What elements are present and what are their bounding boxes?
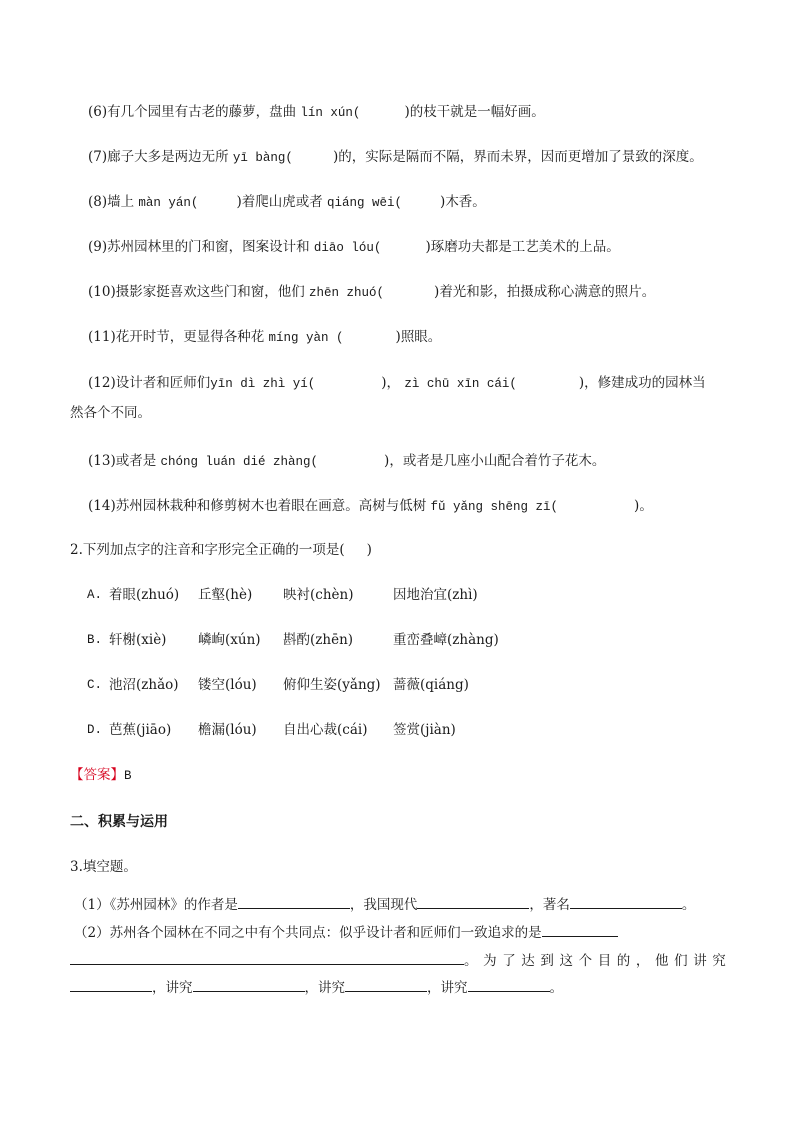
question-11 xyxy=(88,327,441,348)
item-number: (13) xyxy=(88,453,116,469)
question-text: 。为了达到这个目的，他们讲究 xyxy=(464,953,732,969)
question-3-stem: 3.填空题。 xyxy=(70,859,137,875)
option-word: 映衬(chèn) xyxy=(283,587,354,603)
answer-value: B xyxy=(124,769,132,783)
question-9 xyxy=(88,237,620,258)
question-text: ，我国现代 xyxy=(349,897,418,913)
question-text: ， xyxy=(386,375,401,391)
question-text: 琢磨功夫都是工艺美术的上品。 xyxy=(430,239,620,255)
question-text: 。 xyxy=(681,897,696,913)
question-text: ，或者是几座小山配合着竹子花木。 xyxy=(389,453,606,469)
close-paren: ) xyxy=(395,329,401,345)
question-text: 然各个不同。 xyxy=(70,405,151,421)
question-text: 花开时节，更显得各种花 xyxy=(115,329,265,345)
close-paren: ) xyxy=(381,375,387,391)
pinyin-prompt: yīn dì zhì yí( xyxy=(210,377,316,391)
close-paren: ) xyxy=(332,149,339,165)
option-word: 自出心裁(cái) xyxy=(283,722,368,738)
option-word: 池沼(zhǎo) xyxy=(109,677,179,693)
question-text: 木香。 xyxy=(445,194,486,210)
option-word: 丘壑(hè) xyxy=(198,587,253,603)
question-8 xyxy=(88,192,486,213)
item-number: (7) xyxy=(88,149,108,165)
question-text: 照眼。 xyxy=(400,329,442,345)
item-number: (6) xyxy=(88,104,108,120)
question-text: 。 xyxy=(639,498,653,514)
pinyin-prompt: diāo lóu( xyxy=(313,241,382,255)
question-3-item-2 xyxy=(74,922,618,943)
pinyin-prompt: zhēn zhuó( xyxy=(309,286,385,300)
option-word: 轩榭(xiè) xyxy=(109,632,167,648)
pinyin-prompt: yī bàng( xyxy=(232,151,293,165)
question-3-item-2-line-3 xyxy=(70,977,563,998)
question-13 xyxy=(88,451,605,472)
option-word: 签赏(jiàn) xyxy=(393,722,456,738)
question-text: 设计者和匠师们 xyxy=(115,375,211,391)
answer-line xyxy=(70,765,132,786)
option-word: 斟酌(zhēn) xyxy=(283,632,354,648)
option-word: 蔷薇(qiáng) xyxy=(393,677,469,693)
option-word: 因地治宜(zhì) xyxy=(393,587,478,603)
question-14 xyxy=(88,496,653,517)
question-text: 摄影家挺喜欢这些门和窗，他们 xyxy=(115,284,305,300)
fill-blank[interactable] xyxy=(542,922,618,937)
close-paren: ) xyxy=(425,239,431,255)
question-text: ，讲究 xyxy=(304,980,345,996)
option-word: 着眼(zhuó) xyxy=(109,587,180,603)
fill-blank[interactable] xyxy=(70,977,152,992)
fill-blank[interactable] xyxy=(570,894,682,909)
question-7 xyxy=(88,147,703,168)
question-text: 着光和影，拍摄成称心满意的照片。 xyxy=(439,284,656,300)
question-text: ，修建成功的园林当 xyxy=(584,375,706,391)
question-2-stem xyxy=(70,540,372,560)
close-paren: ) xyxy=(440,194,446,210)
fill-blank[interactable] xyxy=(238,894,350,909)
item-number: (9) xyxy=(88,239,108,255)
question-text: ，著名 xyxy=(529,897,570,913)
question-text: （1）《苏州园林》的作者是 xyxy=(74,897,238,913)
option-word: 芭蕉(jiāo) xyxy=(109,722,172,738)
pinyin-prompt: màn yán( xyxy=(138,196,199,210)
question-text: 有几个园里有古老的藤萝，盘曲 xyxy=(107,104,297,120)
pinyin-prompt: lín xún( xyxy=(300,106,361,120)
question-3-item-1 xyxy=(74,894,695,915)
item-number: (11) xyxy=(88,329,116,345)
option-letter[interactable]: A. xyxy=(87,588,103,602)
question-text: 苏州园林栽种和修剪树木也着眼在画意。高树与低树 xyxy=(115,498,427,514)
question-text: 的枝干就是一幅好画。 xyxy=(409,104,545,120)
option-word: 俯仰生姿(yǎng) xyxy=(283,677,381,693)
question-text: 廊子大多是两边无所 xyxy=(107,149,229,165)
answer-label: 【答案】 xyxy=(70,767,124,783)
question-12-continuation xyxy=(70,403,151,423)
fill-blank[interactable] xyxy=(193,977,305,992)
option-letter[interactable]: C. xyxy=(87,678,103,692)
fill-blank[interactable] xyxy=(468,977,550,992)
pinyin-prompt: chóng luán dié zhàng( xyxy=(160,455,319,469)
close-paren: ) xyxy=(404,104,410,120)
question-text: ，讲究 xyxy=(427,980,468,996)
pinyin-prompt: fǔ yǎng shēng zī( xyxy=(430,500,559,514)
fill-blank[interactable] xyxy=(345,977,427,992)
question-6 xyxy=(88,102,545,123)
option-word: 檐漏(lóu) xyxy=(198,722,257,738)
option-word: 重峦叠嶂(zhàng) xyxy=(393,632,499,648)
option-letter[interactable]: D. xyxy=(87,723,103,737)
question-3-item-2-continuation xyxy=(70,950,731,971)
close-paren: ) xyxy=(634,498,640,514)
question-text: 着爬山虎或者 xyxy=(241,194,323,210)
question-text: 。 xyxy=(549,980,563,996)
pinyin-prompt: zì chū xīn cái( xyxy=(404,377,517,391)
option-letter[interactable]: B. xyxy=(87,633,103,647)
question-text: （2）苏州各个园林在不同之中有个共同点：似乎设计者和匠师们一致追求的是 xyxy=(74,925,542,941)
option-word: 镂空(lóu) xyxy=(198,677,257,693)
item-number: (8) xyxy=(88,194,108,210)
question-text: 的，实际是隔而不隔，界而未界，因而更增加了景致的深度。 xyxy=(338,149,703,165)
section-heading: 二、积累与运用 xyxy=(70,814,168,830)
question-text: 墙上 xyxy=(107,194,135,210)
question-text: 苏州园林里的门和窗，图案设计和 xyxy=(107,239,310,255)
close-paren: ) xyxy=(578,375,585,391)
question-text: 或者是 xyxy=(115,453,157,469)
question-text: ，讲究 xyxy=(152,980,193,996)
close-paren: ) xyxy=(236,194,242,210)
fill-blank[interactable] xyxy=(70,950,464,965)
option-word: 嶙峋(xún) xyxy=(198,632,261,648)
pinyin-prompt: míng yàn ( xyxy=(268,331,344,345)
close-paren: ) xyxy=(434,284,440,300)
fill-blank[interactable] xyxy=(417,894,529,909)
question-12 xyxy=(88,373,706,394)
question-10 xyxy=(88,282,655,303)
item-number: (10) xyxy=(88,284,116,300)
close-paren: ) xyxy=(384,453,390,469)
item-number: (12) xyxy=(88,375,116,391)
close-paren: ) xyxy=(366,542,372,558)
question-text: 2.下列加点字的注音和字形完全正确的一项是( xyxy=(70,542,345,558)
pinyin-prompt: qiáng wēi( xyxy=(327,196,403,210)
item-number: (14) xyxy=(88,498,116,514)
